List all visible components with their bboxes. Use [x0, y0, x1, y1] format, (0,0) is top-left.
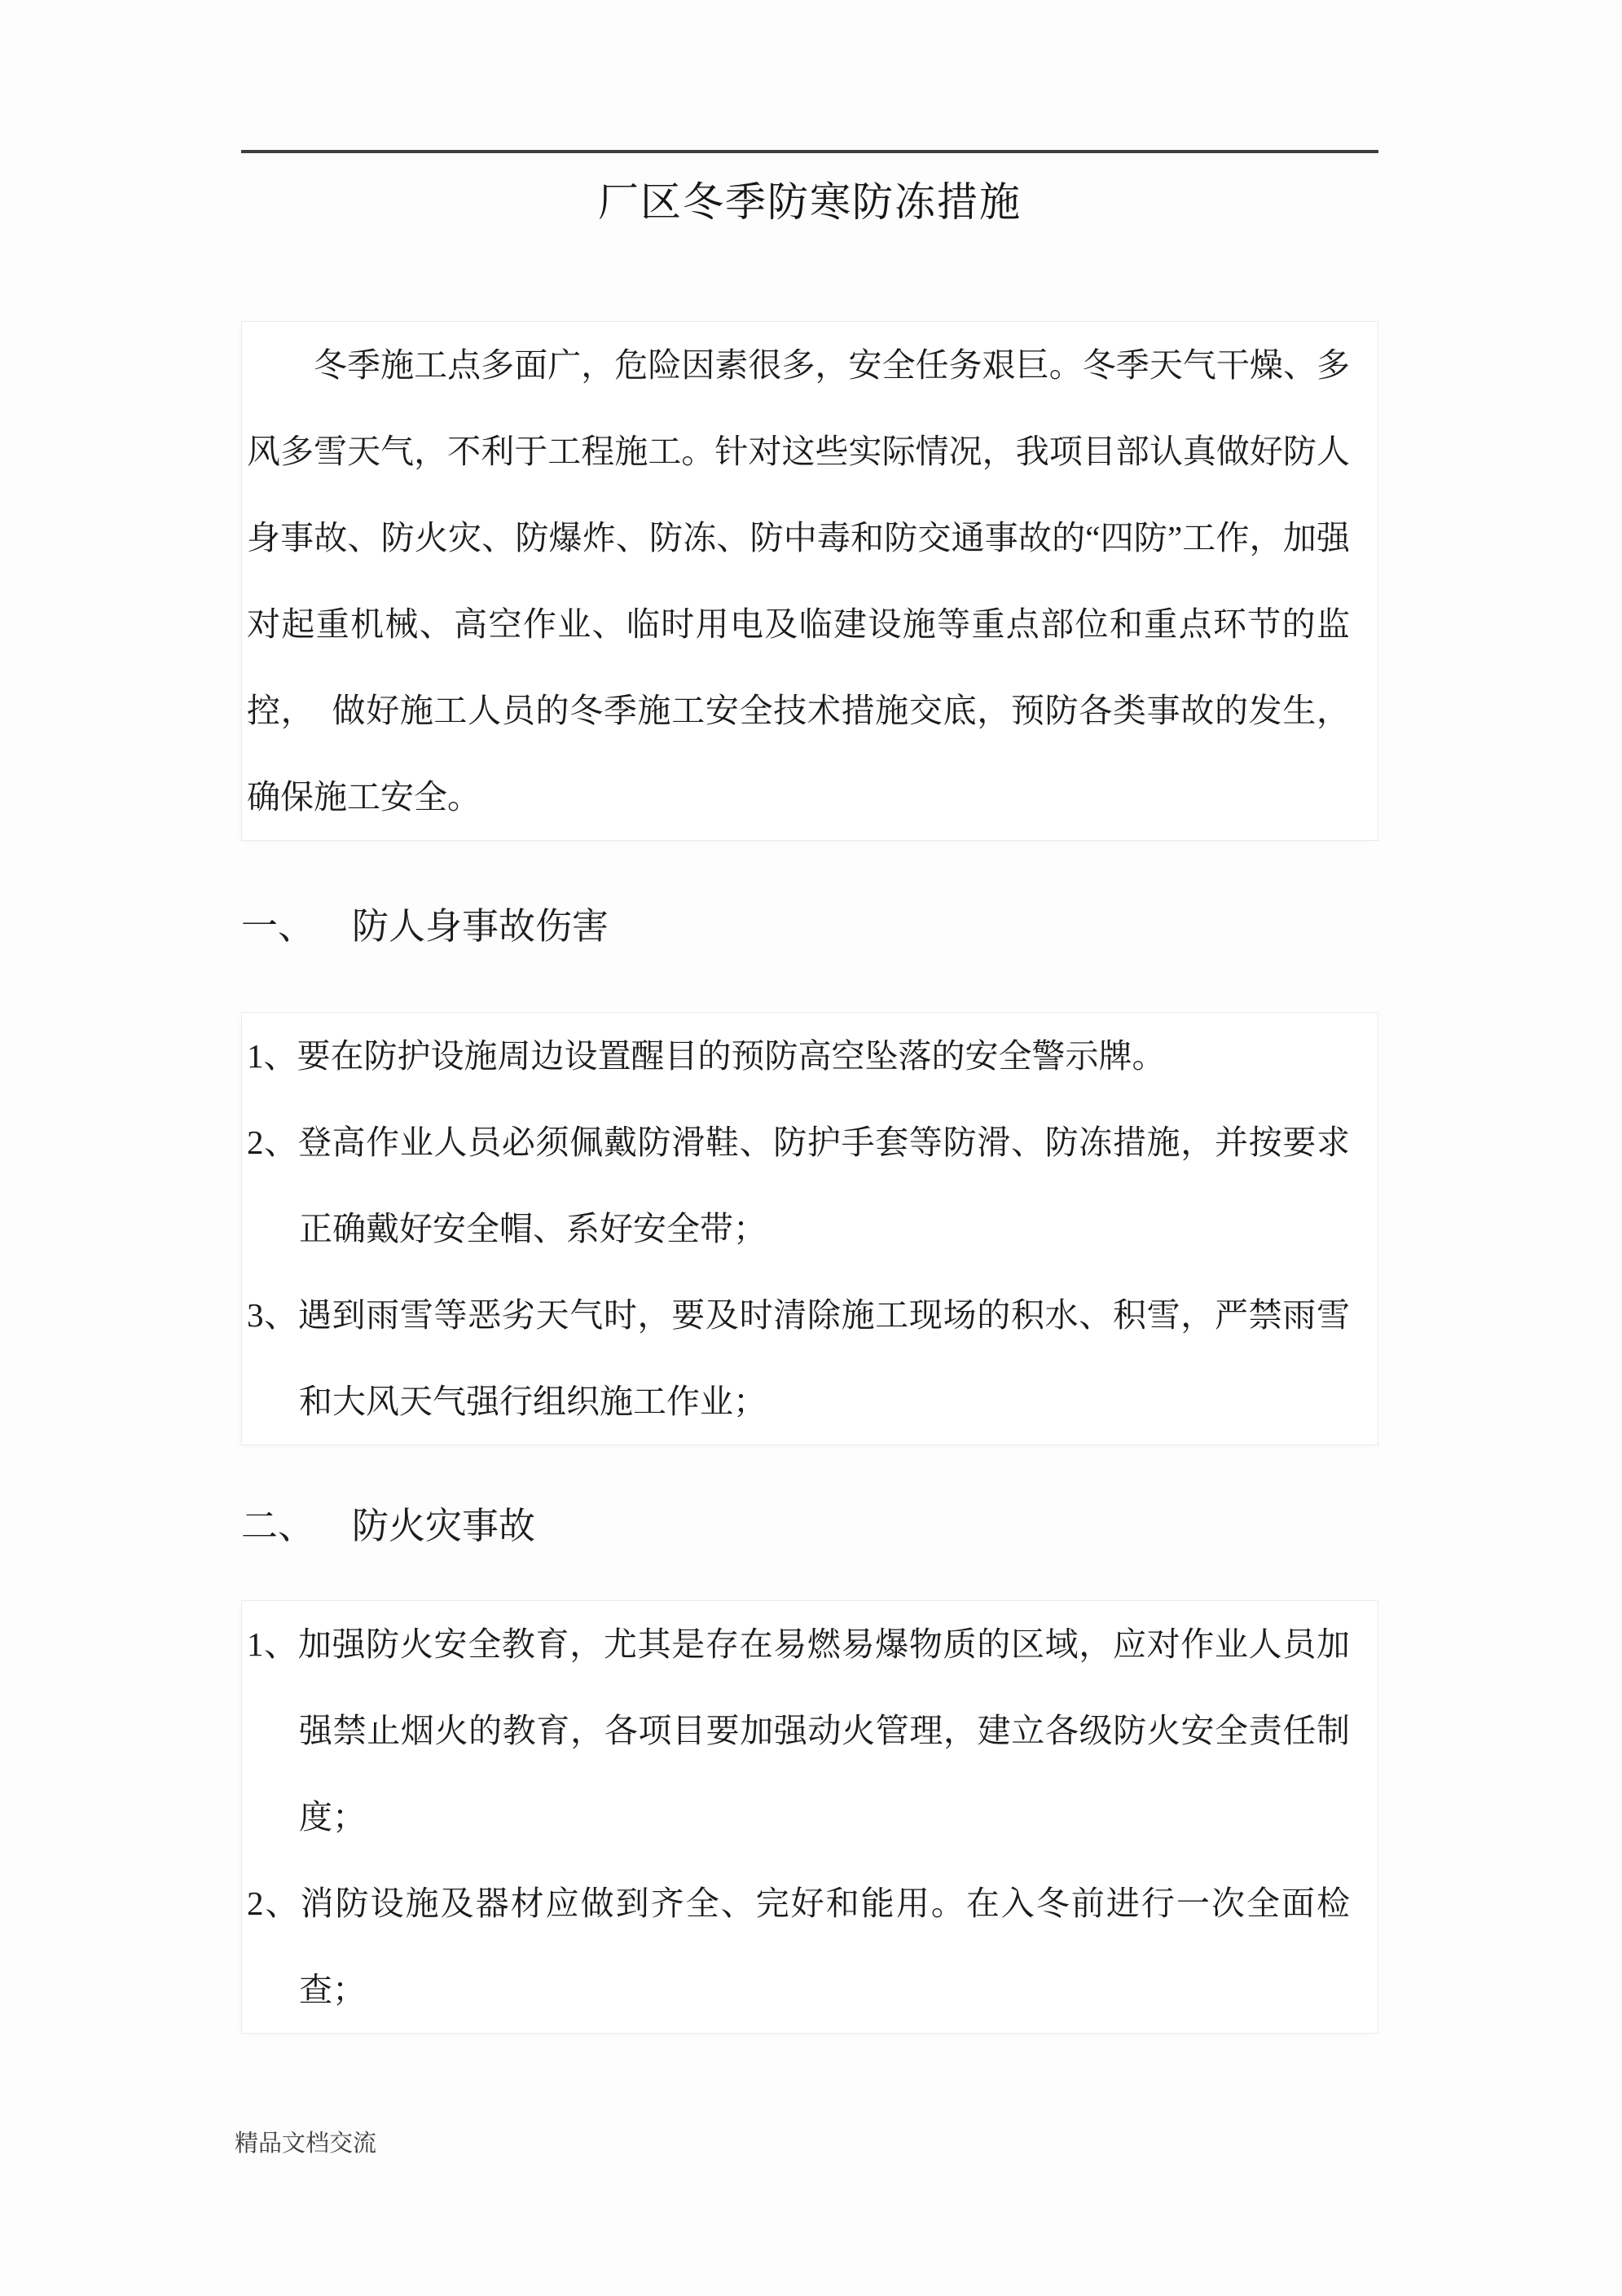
document-content [241, 173, 1378, 2034]
list-item-text: 要在防护设施周边设置醒目的预防高空坠落的安全警示牌。 [297, 1037, 1166, 1075]
list-item-number: 2、 [247, 1124, 298, 1161]
title-divider-line [241, 150, 1378, 153]
section-1-heading [241, 899, 1378, 953]
list-item-number: 1、 [247, 1037, 297, 1075]
list-item-text: 加强防火安全教育，尤其是存在易燃易爆物质的区域，应对作业人员加强禁止烟火的教育，各项目要加强动火管理，建立各级防火安全责任制度； [297, 1625, 1350, 1836]
list-item-number: 2、 [247, 1885, 301, 1922]
footer-watermark: 精品文档交流 [235, 2131, 377, 2157]
list-item [247, 1013, 1350, 1099]
intro-paragraph: 冬季施工点多面广，危险因素很多，安全任务艰巨。冬季天气干燥、多风多雪天气，不利于工程施工。针对这些实际情况，我项目部认真做好防人身事故、防火灾、防爆炸、防冻、防中毒和防交通事故的“四防”工作，加强对起重机械、高空作业、临时用电及临建设施等重点部位和重点环节的监控， 做好施工人员的冬季施工安全技术措施交底，预防各类事故的发生，确保施工安全。 [247, 346, 1350, 816]
section-1-number: 一、 [241, 906, 315, 947]
document-title: 厂区冬季防寒防冻措施 [598, 179, 1022, 225]
section-2-title: 防火灾事故 [352, 1506, 536, 1546]
list-item-text: 遇到雨雪等恶劣天气时，要及时清除施工现场的积水、积雪，严禁雨雪和大风天气强行组织施工作业； [297, 1296, 1350, 1420]
list-item [247, 1860, 1350, 2033]
section-1-title: 防人身事故伤害 [352, 906, 609, 947]
list-item-text: 消防设施及器材应做到齐全、完好和能用。在入冬前进行一次全面检查； [299, 1885, 1351, 2008]
intro-paragraph-box [241, 321, 1378, 841]
list-item-number: 3、 [247, 1296, 298, 1334]
section-2-items-box [241, 1600, 1378, 2034]
section-2-number: 二、 [241, 1506, 315, 1546]
section-2-heading [241, 1499, 1378, 1553]
list-item [247, 1099, 1350, 1272]
list-item-text: 登高作业人员必须佩戴防滑鞋、防护手套等防滑、防冻措施，并按要求正确戴好安全帽、系好安全带； [297, 1124, 1350, 1247]
section-1-items-box [241, 1012, 1378, 1445]
list-item [247, 1272, 1350, 1445]
list-item [247, 1601, 1350, 1860]
list-item-number: 1、 [247, 1625, 298, 1663]
